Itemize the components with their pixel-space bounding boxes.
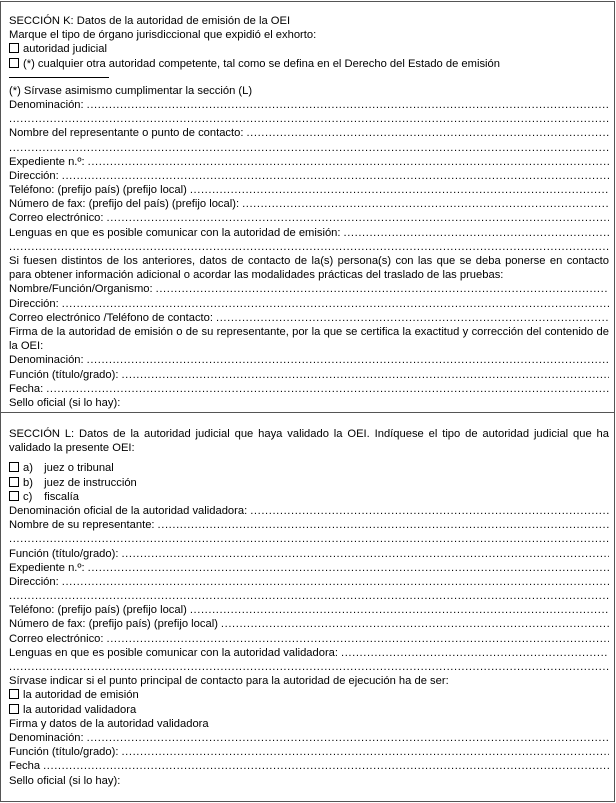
checkbox-icon[interactable] (9, 43, 19, 53)
firma-heading: Firma y datos de la autoridad validadora (9, 717, 209, 730)
denominacion2-field[interactable]: Denominación: ..... (9, 731, 609, 745)
nombre-funcion-field[interactable]: Nombre/Función/Organismo: ..... (9, 282, 609, 296)
checkbox-option-b[interactable]: b) juez de instrucción (9, 476, 609, 490)
telefono-field[interactable]: Teléfono: (prefijo país) (prefijo local) ..... (9, 603, 609, 617)
telefono-field[interactable]: Teléfono: (prefijo país) (prefijo local) ..... (9, 183, 609, 197)
section-k-prompt: Marque el tipo de órgano jurisdiccional que expidió el exhorto: (9, 29, 317, 42)
expediente-field[interactable]: Expediente n.º: ..... (9, 561, 609, 575)
blank-line[interactable] (9, 532, 609, 546)
contact-paragraph: Si fuesen distintos de los anteriores, datos de contacto de la(s) persona(s) con las que se deba ponerse en contacto para obtener información adicional o acordar las modalidades prácticas del traslado de las pruebas: (9, 255, 609, 282)
correo-telefono-field[interactable]: Correo electrónico /Teléfono de contacto: ..... (9, 311, 609, 325)
footnote-rule (9, 77, 109, 78)
lenguas-field[interactable]: Lenguas en que es posible comunicar con la autoridad de emisión: ..... (9, 226, 609, 240)
representante-field[interactable]: Nombre de su representante: ..... (9, 518, 609, 532)
checkbox-icon[interactable] (9, 689, 19, 699)
correo-field[interactable]: Correo electrónico: ..... (9, 632, 609, 646)
denominacion-oficial-field[interactable]: Denominación oficial de la autoridad validadora: ..... (9, 504, 609, 518)
contacto-prompt: Sírvase indicar si el punto principal de contacto para la autoridad de ejecución ha de ser: (9, 675, 449, 688)
section-k-title: SECCIÓN K: Datos de la autoridad de emisión de la OEI (9, 15, 291, 27)
blank-line[interactable] (9, 660, 609, 674)
fax-field[interactable]: Número de fax: (prefijo país) (prefijo local) ..... (9, 617, 609, 631)
section-l-title: SECCIÓN L: Datos de la autoridad judicial que haya validado la OEI. Indíquese el tipo de autoridad judicial que ha validado la presente OEI: (9, 428, 609, 455)
section-l-box (0, 413, 615, 802)
checkbox-option-a[interactable]: a) juez o tribunal (9, 461, 609, 475)
checkbox-option-c[interactable]: c) fiscalía (9, 490, 609, 504)
firma-paragraph: Firma de la autoridad de emisión o de su representante, por la que se certifica la exactitud y corrección del contenido de la OEI: (9, 325, 609, 353)
checkbox-option-judicial[interactable]: autoridad judicial (9, 42, 609, 56)
direccion-field[interactable]: Dirección: ..... (9, 169, 609, 183)
checkbox-contact-validadora[interactable]: la autoridad validadora (9, 703, 609, 717)
sello-field: Sello oficial (si lo hay): (9, 396, 121, 409)
representante-field[interactable]: Nombre del representante o punto de contacto: ..... (9, 126, 609, 140)
sello-field: Sello oficial (si lo hay): (9, 774, 121, 787)
direccion-field[interactable]: Dirección: ..... (9, 575, 609, 589)
lenguas-field[interactable]: Lenguas en que es posible comunicar con la autoridad validadora: ..... (9, 646, 609, 660)
footnote-note: (*) Sírvase asimismo cumplimentar la sección (L) (9, 84, 253, 97)
denominacion-field[interactable]: Denominación: ..... (9, 98, 609, 112)
section-k-content (9, 14, 609, 410)
blank-line[interactable] (9, 589, 609, 603)
correo-field[interactable]: Correo electrónico: ..... (9, 211, 609, 225)
blank-line[interactable] (9, 141, 609, 155)
section-l-content (9, 427, 609, 788)
checkbox-icon[interactable] (9, 491, 19, 501)
checkbox-option-other[interactable]: (*) cualquier otra autoridad competente, tal como se defina en el Derecho del Estado de emisión (9, 57, 609, 71)
funcion2-field[interactable]: Función (título/grado): ..... (9, 745, 609, 759)
blank-line[interactable] (9, 240, 609, 254)
fecha-field[interactable]: Fecha ..... (9, 759, 609, 773)
section-k-box (0, 1, 615, 413)
checkbox-icon[interactable] (9, 462, 19, 472)
expediente-field[interactable]: Expediente n.º: ..... (9, 155, 609, 169)
fecha-field[interactable]: Fecha: ..... (9, 382, 609, 396)
checkbox-icon[interactable] (9, 477, 19, 487)
fax-field[interactable]: Número de fax: (prefijo del país) (prefijo local): ..... (9, 197, 609, 211)
funcion-field[interactable]: Función (título/grado): ..... (9, 547, 609, 561)
denominacion2-field[interactable]: Denominación: ..... (9, 353, 609, 367)
direccion2-field[interactable]: Dirección: ..... (9, 297, 609, 311)
blank-line[interactable] (9, 112, 609, 126)
checkbox-icon[interactable] (9, 704, 19, 714)
checkbox-icon[interactable] (9, 58, 19, 68)
checkbox-contact-emision[interactable]: la autoridad de emisión (9, 688, 609, 702)
funcion-field[interactable]: Función (título/grado): ..... (9, 368, 609, 382)
